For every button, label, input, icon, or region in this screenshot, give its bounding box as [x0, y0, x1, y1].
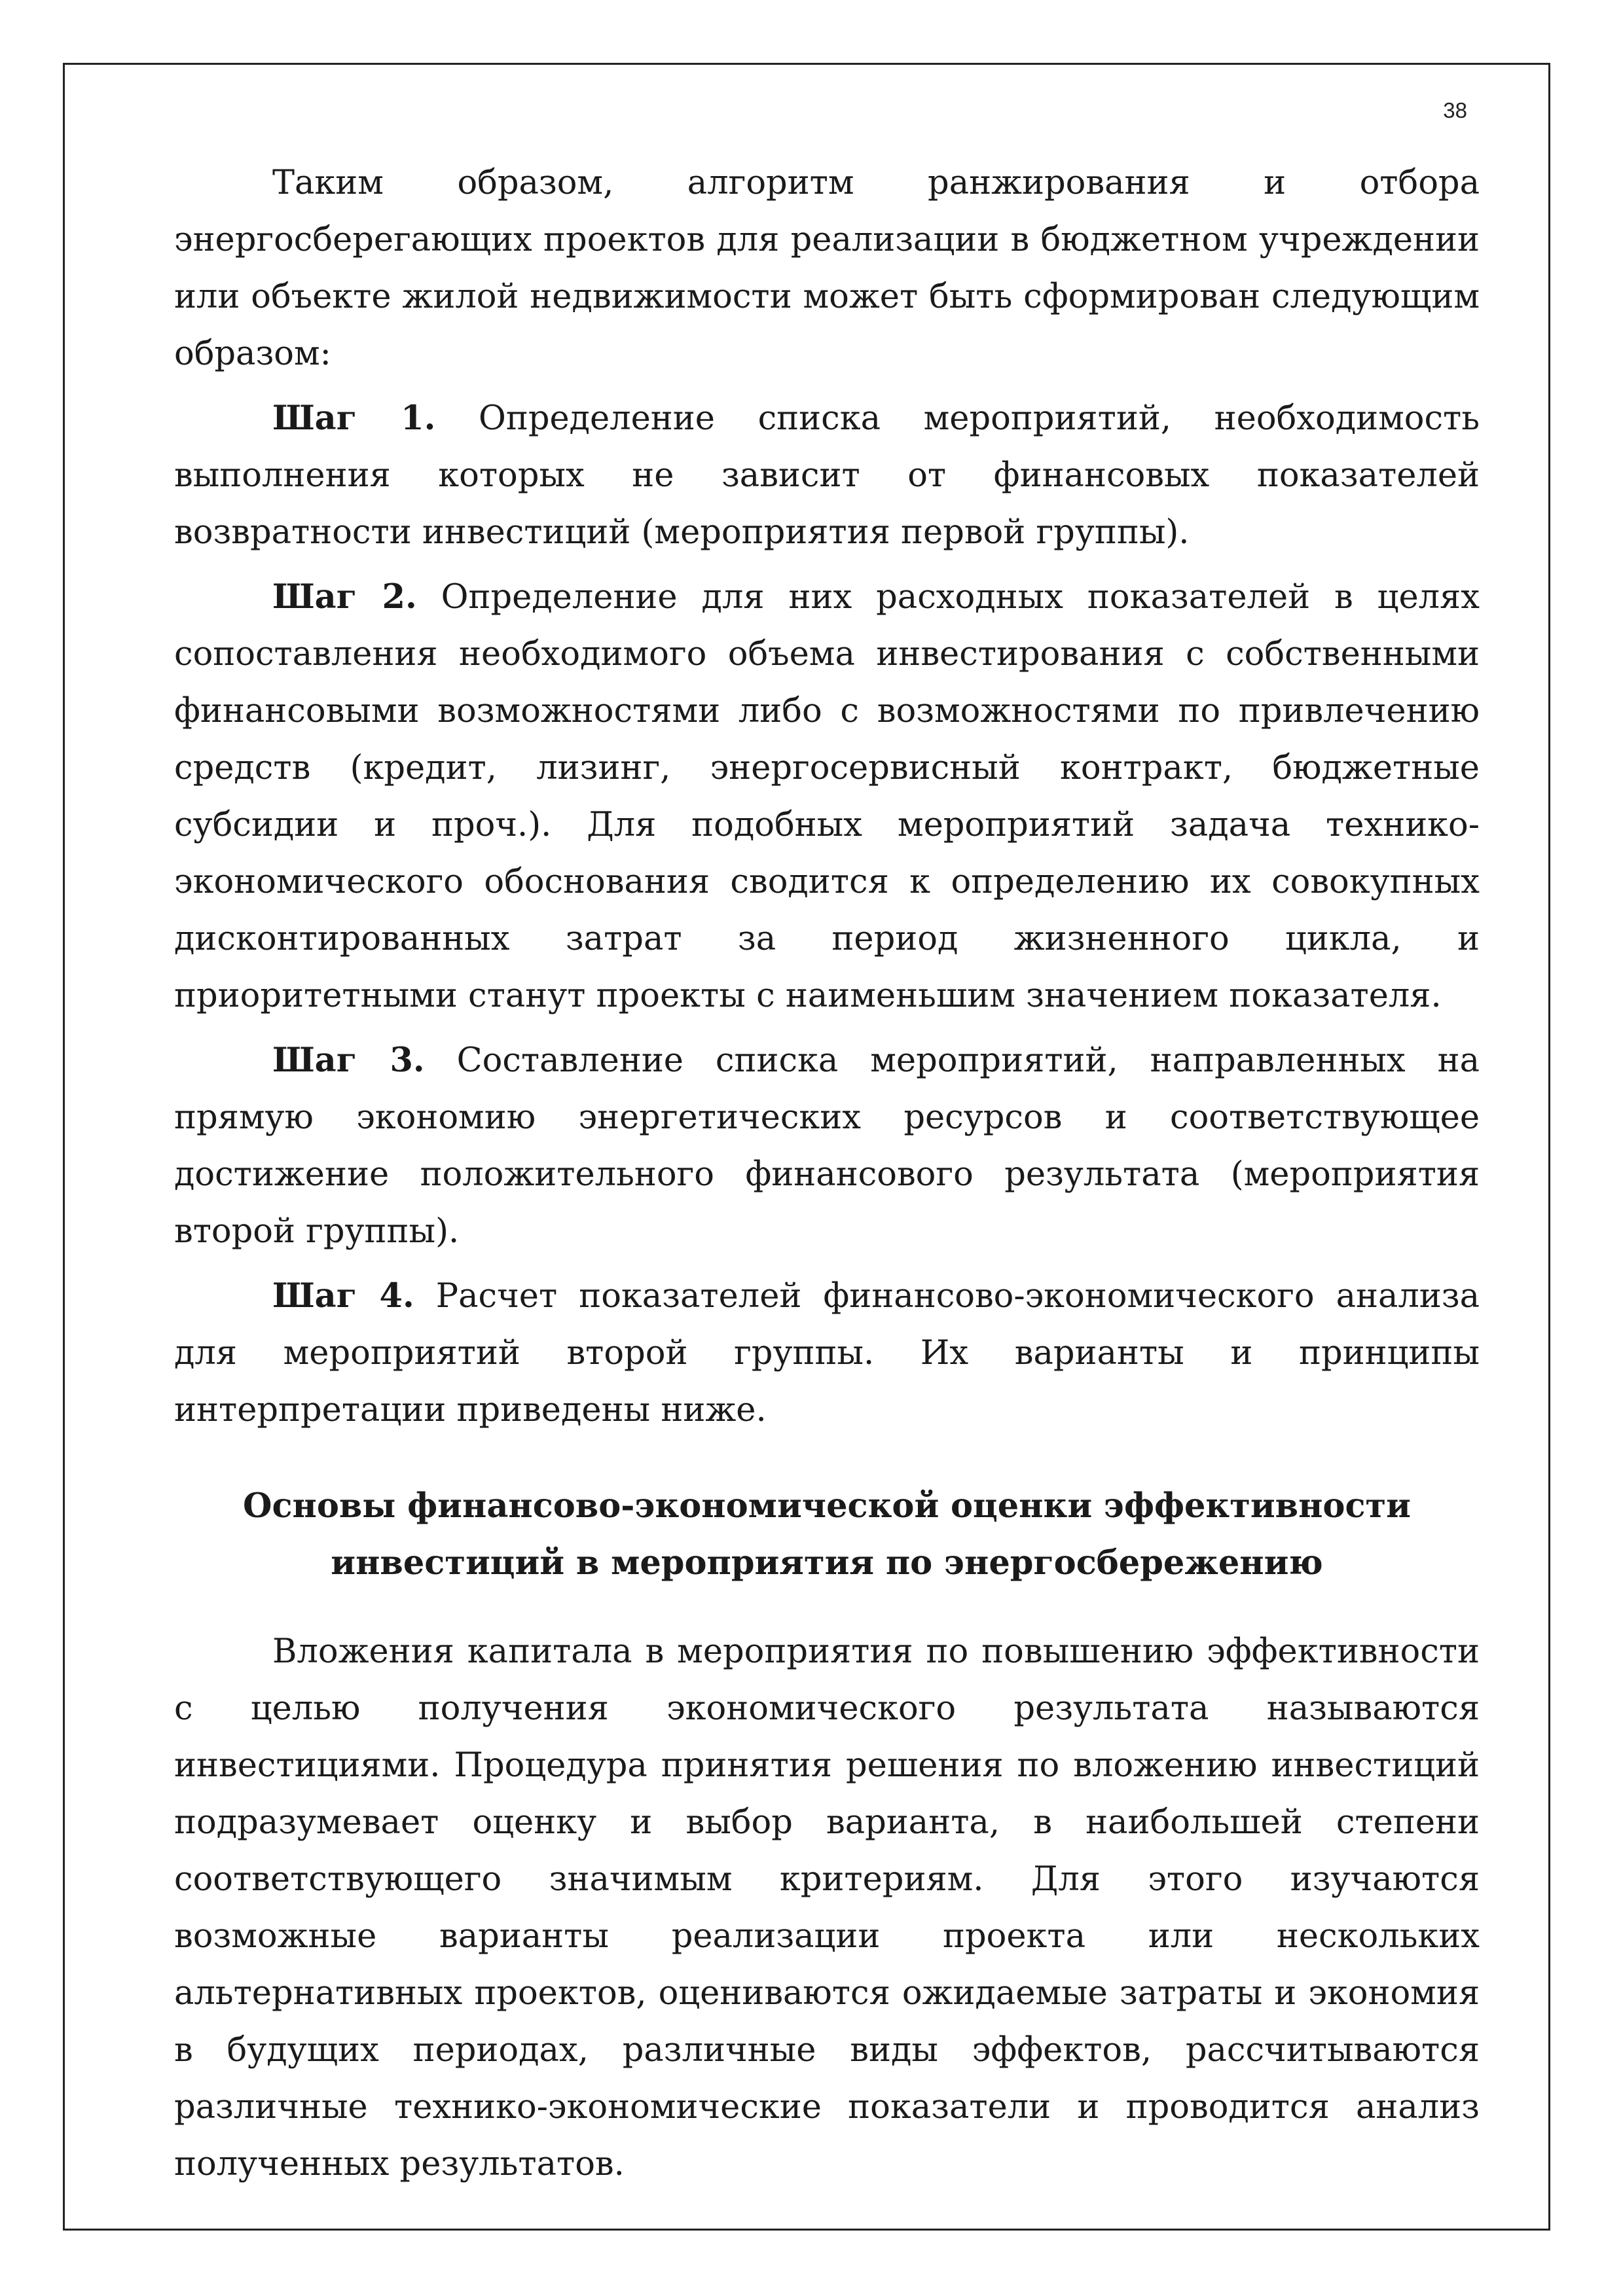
step-1-paragraph	[174, 390, 1480, 561]
section-body-paragraph: Вложения капитала в мероприятия по повышению эффективности с целью получения экономического результата называются инвестициями. Процедура принятия решения по вложению инвестиций подразумевает оценку и выбор варианта, в наибольшей степени соответствующего значимым критериям. Для этого изучаются возможные варианты реализации проекта или нескольких альтернативных проектов, оцениваются ожидаемые затраты и экономия в будущих периодах, различные виды эффектов, рассчитываются различные технико-экономические показатели и проводится анализ полученных результатов.	[174, 1632, 1480, 2183]
step-3-paragraph	[174, 1032, 1480, 1260]
step-4-text: Расчет показателей финансово-экономического анализа для мероприятий второй группы. Их варианты и принципы интерпретации приведены ниже.	[174, 1277, 1480, 1429]
step-1-text: Определение списка мероприятий, необходимость выполнения которых не зависит от финансовых показателей возвратности инвестиций (мероприятия первой группы).	[174, 399, 1480, 552]
section-heading-line-2: инвестиций в мероприятия по энергосбережению	[331, 1543, 1323, 1583]
step-1-label: Шаг 1.	[272, 399, 436, 438]
step-2-paragraph	[174, 569, 1480, 1024]
step-3-text: Составление списка мероприятий, направленных на прямую экономию энергетических ресурсов и соответствующее достижение положительного финансового результата (мероприятия второй группы).	[174, 1041, 1480, 1251]
section-heading-line-1: Основы финансово-экономической оценки эффективности	[243, 1486, 1411, 1526]
step-4-paragraph	[174, 1268, 1480, 1439]
step-3-label: Шаг 3.	[272, 1041, 425, 1080]
step-4-label: Шаг 4.	[272, 1276, 414, 1316]
step-2-label: Шаг 2.	[272, 577, 417, 617]
step-2-text: Определение для них расходных показателей в целях сопоставления необходимого объема инвестирования с собственными финансовыми возможностями либо с возможностями по привлечению средств (кредит, лизинг, энергосервисный контракт, бюджетные субсидии и проч.). Для подобных мероприятий задача технико-экономического обоснования сводится к определению их совокупных дисконтированных затрат за период жизненного цикла, и приоритетными станут проекты с наименьшим значением показателя.	[174, 578, 1480, 1015]
intro-paragraph: Таким образом, алгоритм ранжирования и отбора энергосберегающих проектов для реализации в бюджетном учреждении или объекте жилой недвижимости может быть сформирован следующим образом:	[174, 164, 1480, 373]
page-number: 38	[1443, 98, 1467, 122]
section-heading	[174, 1478, 1480, 1592]
document-body	[174, 154, 1480, 2193]
